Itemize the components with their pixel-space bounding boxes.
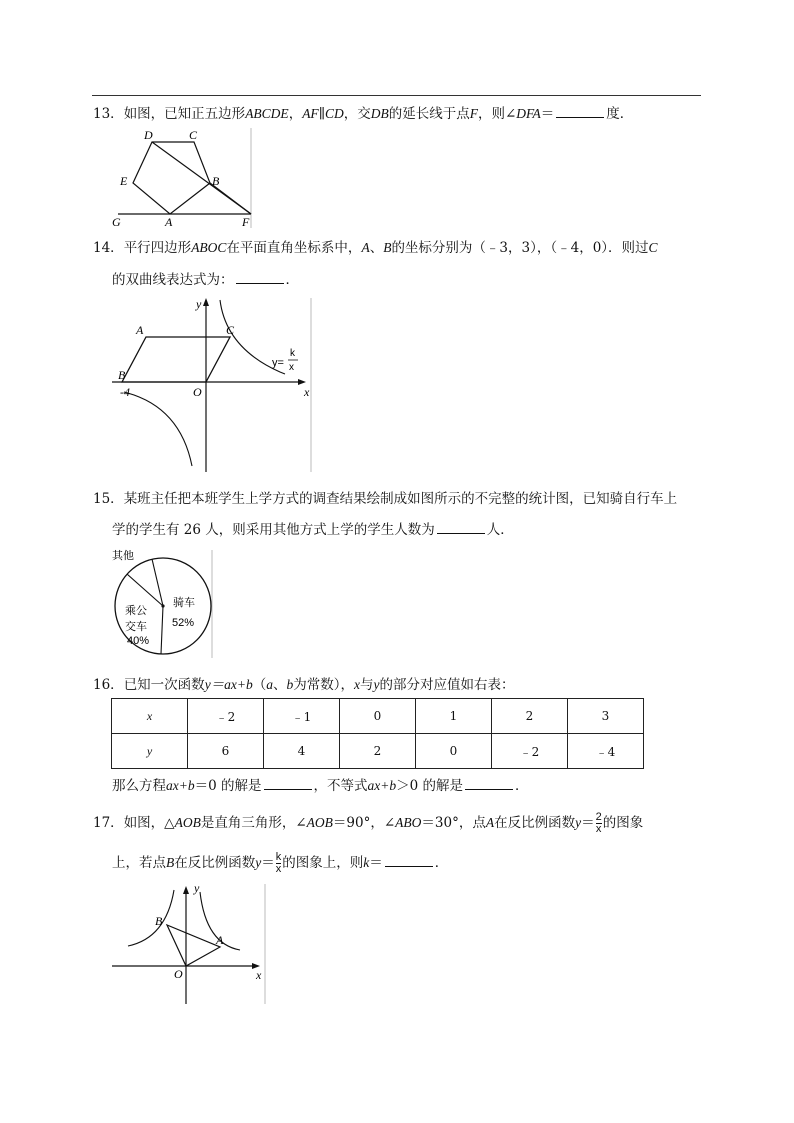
question-16-line-2: 那么方程ax+b＝0 的解是 ，不等式ax+b＞0 的解是 ．	[112, 778, 529, 794]
question-14-line-1: 14．平行四边形ABOC在平面直角坐标系中，A、B的坐标分别为（﹣3，3），（﹣4，0）．则过C	[93, 240, 658, 256]
question-16-line-1: 16．已知一次函数y＝ax+b（a、b为常数），x与y的部分对应值如右表：	[93, 677, 515, 693]
figure-pentagon	[108, 126, 256, 230]
label-E: E	[120, 174, 128, 188]
figure-right-triangle-hyperbolas	[110, 882, 270, 1006]
function-k: k	[290, 348, 295, 359]
question-15-line-2: 学的学生有 26 人，则采用其他方式上学的学生人数为 人．	[112, 522, 514, 538]
table-row	[112, 699, 644, 734]
label-B: B	[118, 368, 126, 382]
question-17-line-2: 上，若点B在反比例函数y＝ $\frac{k}{x}$ 的图象上，则k＝ ．	[112, 851, 449, 875]
label-x: x	[304, 385, 310, 399]
table-header-y: y	[112, 734, 188, 769]
answer-blank[interactable]	[385, 853, 433, 867]
table-cell: 2	[340, 734, 416, 769]
table-cell: ﹣4	[568, 734, 644, 769]
question-14-line-2: 的双曲线表达式为： ．	[112, 272, 299, 288]
pie-label-bike: 骑车	[173, 596, 195, 609]
label-A: A	[165, 215, 173, 229]
table-row	[112, 734, 644, 769]
label-A: A	[216, 933, 224, 947]
pie-value-bike: 52%	[172, 617, 195, 629]
figure-parallelogram-hyperbola	[110, 296, 315, 474]
label-F: F	[242, 215, 250, 229]
pie-label-bus-1: 乘公	[125, 604, 147, 617]
answer-blank[interactable]	[236, 270, 284, 284]
table-cell: ﹣2	[188, 699, 264, 734]
table-cell: ﹣1	[264, 699, 340, 734]
label-G: G	[112, 215, 121, 229]
answer-blank-1[interactable]	[264, 776, 312, 790]
fraction-k-over-x: $\frac{k}{x}$	[275, 851, 282, 875]
label-O: O	[193, 385, 202, 399]
label-B: B	[155, 914, 163, 928]
table-cell: 1	[416, 699, 492, 734]
figure-pie-chart	[108, 548, 216, 660]
table-cell: 0	[340, 699, 416, 734]
answer-blank[interactable]	[556, 104, 604, 118]
pie-label-bus-2: 交车	[125, 620, 147, 633]
label-y: y	[196, 297, 202, 311]
label-y: y	[194, 882, 200, 895]
pie-label-other: 其他	[112, 549, 134, 562]
answer-blank-2[interactable]	[465, 776, 513, 790]
label-D: D	[144, 128, 153, 142]
table-header-x: x	[112, 699, 188, 734]
table-cell: ﹣2	[492, 734, 568, 769]
label-C: C	[226, 323, 235, 337]
question-17-line-1: 17．如图，△AOB是直角三角形，∠AOB＝90°，∠ABO＝30°，点A在反比例函数y＝ $\frac{2}{x}$ 的图象	[93, 811, 644, 835]
table-cell: 4	[264, 734, 340, 769]
label-O: O	[174, 967, 183, 981]
table-cell: 3	[568, 699, 644, 734]
label-B: B	[212, 174, 220, 188]
function-label: y=	[272, 357, 284, 369]
table-cell: 2	[492, 699, 568, 734]
table-cell: 6	[188, 734, 264, 769]
label-A: A	[136, 323, 144, 337]
label-x: x	[256, 968, 262, 982]
label-C: C	[189, 128, 198, 142]
answer-blank[interactable]	[437, 520, 485, 534]
question-13-text: 13．如图，已知正五边形ABCDE，AF∥CD，交DB的延长线于点F，则∠DFA＝ 度．	[93, 106, 634, 122]
fraction-2-over-x: $\frac{2}{x}$	[595, 811, 602, 835]
question-15-line-1: 15．某班主任把本班学生上学方式的调查结果绘制成如图所示的不完整的统计图，已知骑自行车上	[93, 491, 678, 507]
label-neg4: -4	[120, 385, 130, 399]
value-table	[111, 698, 644, 769]
pie-value-bus: 40%	[127, 635, 150, 647]
function-x: x	[289, 362, 294, 373]
header-rule	[92, 95, 701, 96]
table-cell: 0	[416, 734, 492, 769]
